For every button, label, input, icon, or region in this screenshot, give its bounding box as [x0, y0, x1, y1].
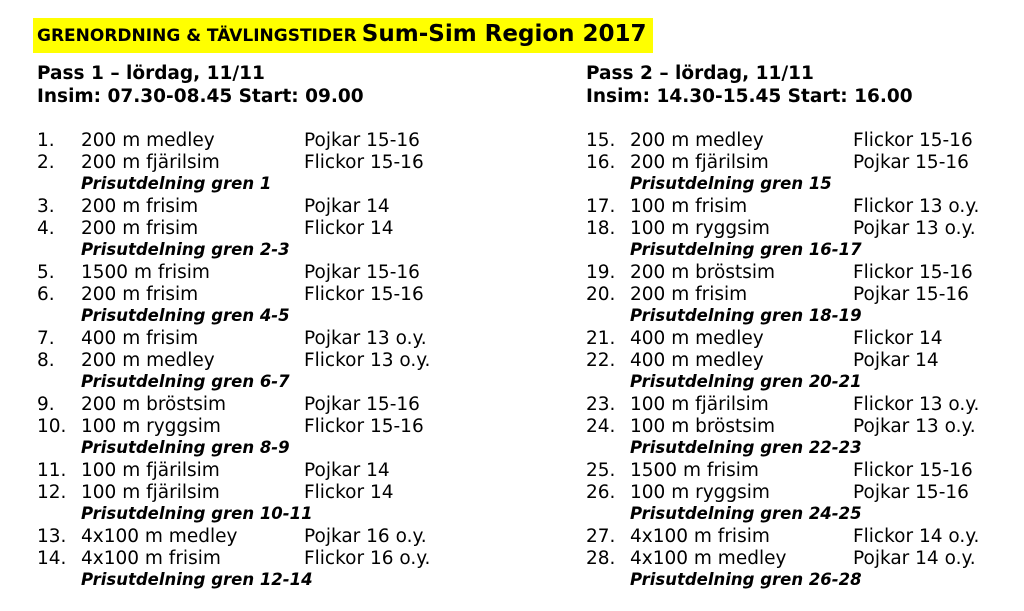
event-row [586, 526, 1024, 548]
event-row [586, 284, 1024, 306]
prize-ceremony: Prisutdelning gren 26-28 [630, 570, 862, 589]
event-row [37, 328, 477, 350]
event-number: 1. [37, 130, 55, 151]
event-distance: 200 m fjärilsim [81, 152, 220, 173]
pass-1-events [37, 130, 477, 592]
event-class: Pojkar 15-16 [304, 394, 420, 415]
event-number: 24. [586, 416, 616, 437]
event-distance: 100 m bröstsim [630, 416, 776, 437]
event-distance: 4x100 m medley [81, 526, 238, 547]
prize-ceremony: Prisutdelning gren 4-5 [81, 306, 290, 325]
event-distance: 200 m bröstsim [630, 262, 776, 283]
prize-ceremony: Prisutdelning gren 8-9 [81, 438, 290, 457]
pass-2-column [586, 62, 1024, 592]
event-distance: 1500 m frisim [630, 460, 759, 481]
event-distance: 100 m ryggsim [630, 482, 770, 503]
title-part-2: Sum-Sim Region 2017 [361, 21, 647, 47]
event-distance: 100 m ryggsim [630, 218, 770, 239]
event-row [586, 152, 1024, 174]
event-number: 12. [37, 482, 67, 503]
event-class: Flickor 14 o.y. [853, 526, 980, 547]
event-number: 6. [37, 284, 55, 305]
prize-ceremony: Prisutdelning gren 15 [630, 174, 832, 193]
event-distance: 200 m frisim [81, 218, 199, 239]
pass-1-times: Insim: 07.30-08.45 Start: 09.00 [37, 86, 364, 107]
pass-1-heading: Pass 1 – lördag, 11/11 [37, 63, 265, 84]
event-number: 4. [37, 218, 55, 239]
event-row [37, 218, 477, 240]
event-number: 25. [586, 460, 616, 481]
event-row [37, 152, 477, 174]
event-row [586, 196, 1024, 218]
event-number: 7. [37, 328, 55, 349]
event-number: 14. [37, 548, 67, 569]
event-class: Flickor 14 [304, 218, 394, 239]
prize-ceremony: Prisutdelning gren 10-11 [81, 504, 313, 523]
event-distance: 100 m frisim [630, 196, 748, 217]
event-class: Pojkar 15-16 [853, 284, 969, 305]
event-distance: 200 m frisim [81, 284, 199, 305]
prize-ceremony: Prisutdelning gren 12-14 [81, 570, 313, 589]
prize-ceremony: Prisutdelning gren 6-7 [81, 372, 290, 391]
pass-2-heading: Pass 2 – lördag, 11/11 [586, 63, 814, 84]
event-class: Pojkar 13 o.y. [853, 218, 976, 239]
event-number: 15. [586, 130, 616, 151]
event-number: 19. [586, 262, 616, 283]
event-row [586, 460, 1024, 482]
event-row [37, 460, 477, 482]
event-class: Pojkar 15-16 [853, 482, 969, 503]
event-distance: 4x100 m frisim [81, 548, 221, 569]
event-number: 21. [586, 328, 616, 349]
event-number: 10. [37, 416, 67, 437]
pass-2-events [586, 130, 1024, 592]
prize-ceremony: Prisutdelning gren 24-25 [630, 504, 862, 523]
event-class: Flickor 15-16 [304, 416, 424, 437]
event-number: 17. [586, 196, 616, 217]
event-distance: 200 m bröstsim [81, 394, 227, 415]
event-class: Pojkar 15-16 [304, 130, 420, 151]
prize-ceremony: Prisutdelning gren 16-17 [630, 240, 862, 259]
event-row [37, 284, 477, 306]
event-row [586, 548, 1024, 570]
event-class: Pojkar 14 o.y. [853, 548, 976, 569]
event-distance: 200 m frisim [630, 284, 748, 305]
event-class: Flickor 13 o.y. [853, 394, 980, 415]
prize-ceremony: Prisutdelning gren 18-19 [630, 306, 862, 325]
event-row [37, 526, 477, 548]
event-distance: 100 m fjärilsim [630, 394, 769, 415]
event-number: 13. [37, 526, 67, 547]
prize-ceremony: Prisutdelning gren 2-3 [81, 240, 290, 259]
event-row [586, 262, 1024, 284]
event-row [586, 416, 1024, 438]
event-row [586, 394, 1024, 416]
pass-1-column [37, 62, 477, 592]
title-part-1: GRENORDNING & TÄVLINGSTIDER [37, 26, 357, 46]
prize-ceremony: Prisutdelning gren 1 [81, 174, 272, 193]
event-row [37, 130, 477, 152]
event-row [586, 482, 1024, 504]
event-number: 11. [37, 460, 67, 481]
prize-ceremony: Prisutdelning gren 20-21 [630, 372, 862, 391]
event-number: 2. [37, 152, 55, 173]
event-number: 3. [37, 196, 55, 217]
event-distance: 400 m medley [630, 350, 764, 371]
event-class: Pojkar 14 [304, 196, 390, 217]
event-distance: 200 m fjärilsim [630, 152, 769, 173]
event-row [586, 130, 1024, 152]
event-distance: 200 m medley [81, 350, 215, 371]
event-class: Pojkar 15-16 [304, 262, 420, 283]
event-class: Pojkar 14 [304, 460, 390, 481]
event-class: Flickor 14 [304, 482, 394, 503]
event-class: Pojkar 16 o.y. [304, 526, 427, 547]
event-number: 22. [586, 350, 616, 371]
event-number: 26. [586, 482, 616, 503]
event-class: Flickor 16 o.y. [304, 548, 431, 569]
pass-2-times: Insim: 14.30-15.45 Start: 16.00 [586, 86, 913, 107]
event-distance: 200 m medley [81, 130, 215, 151]
event-row [37, 262, 477, 284]
event-number: 23. [586, 394, 616, 415]
event-number: 20. [586, 284, 616, 305]
event-distance: 200 m frisim [81, 196, 199, 217]
document-title [33, 18, 653, 53]
event-row [37, 350, 477, 372]
event-distance: 400 m medley [630, 328, 764, 349]
event-class: Flickor 15-16 [304, 284, 424, 305]
event-distance: 1500 m frisim [81, 262, 210, 283]
event-row [37, 548, 477, 570]
event-number: 18. [586, 218, 616, 239]
prize-ceremony: Prisutdelning gren 22-23 [630, 438, 862, 457]
event-number: 16. [586, 152, 616, 173]
event-row [37, 196, 477, 218]
event-class: Flickor 15-16 [304, 152, 424, 173]
event-number: 8. [37, 350, 55, 371]
event-class: Pojkar 13 o.y. [304, 328, 427, 349]
event-row [586, 218, 1024, 240]
event-row [37, 416, 477, 438]
event-number: 9. [37, 394, 55, 415]
event-class: Flickor 15-16 [853, 130, 973, 151]
event-class: Pojkar 14 [853, 350, 939, 371]
event-distance: 100 m fjärilsim [81, 482, 220, 503]
event-distance: 100 m fjärilsim [81, 460, 220, 481]
event-class: Flickor 13 o.y. [304, 350, 431, 371]
event-number: 27. [586, 526, 616, 547]
event-class: Flickor 14 [853, 328, 943, 349]
event-number: 5. [37, 262, 55, 283]
event-row [586, 328, 1024, 350]
event-distance: 200 m medley [630, 130, 764, 151]
event-class: Flickor 15-16 [853, 460, 973, 481]
event-distance: 400 m frisim [81, 328, 199, 349]
event-class: Pojkar 15-16 [853, 152, 969, 173]
event-distance: 4x100 m frisim [630, 526, 770, 547]
event-class: Pojkar 13 o.y. [853, 416, 976, 437]
event-class: Flickor 15-16 [853, 262, 973, 283]
event-number: 28. [586, 548, 616, 569]
event-distance: 100 m ryggsim [81, 416, 221, 437]
event-row [37, 394, 477, 416]
event-row [37, 482, 477, 504]
event-class: Flickor 13 o.y. [853, 196, 980, 217]
event-row [586, 350, 1024, 372]
event-distance: 4x100 m medley [630, 548, 787, 569]
